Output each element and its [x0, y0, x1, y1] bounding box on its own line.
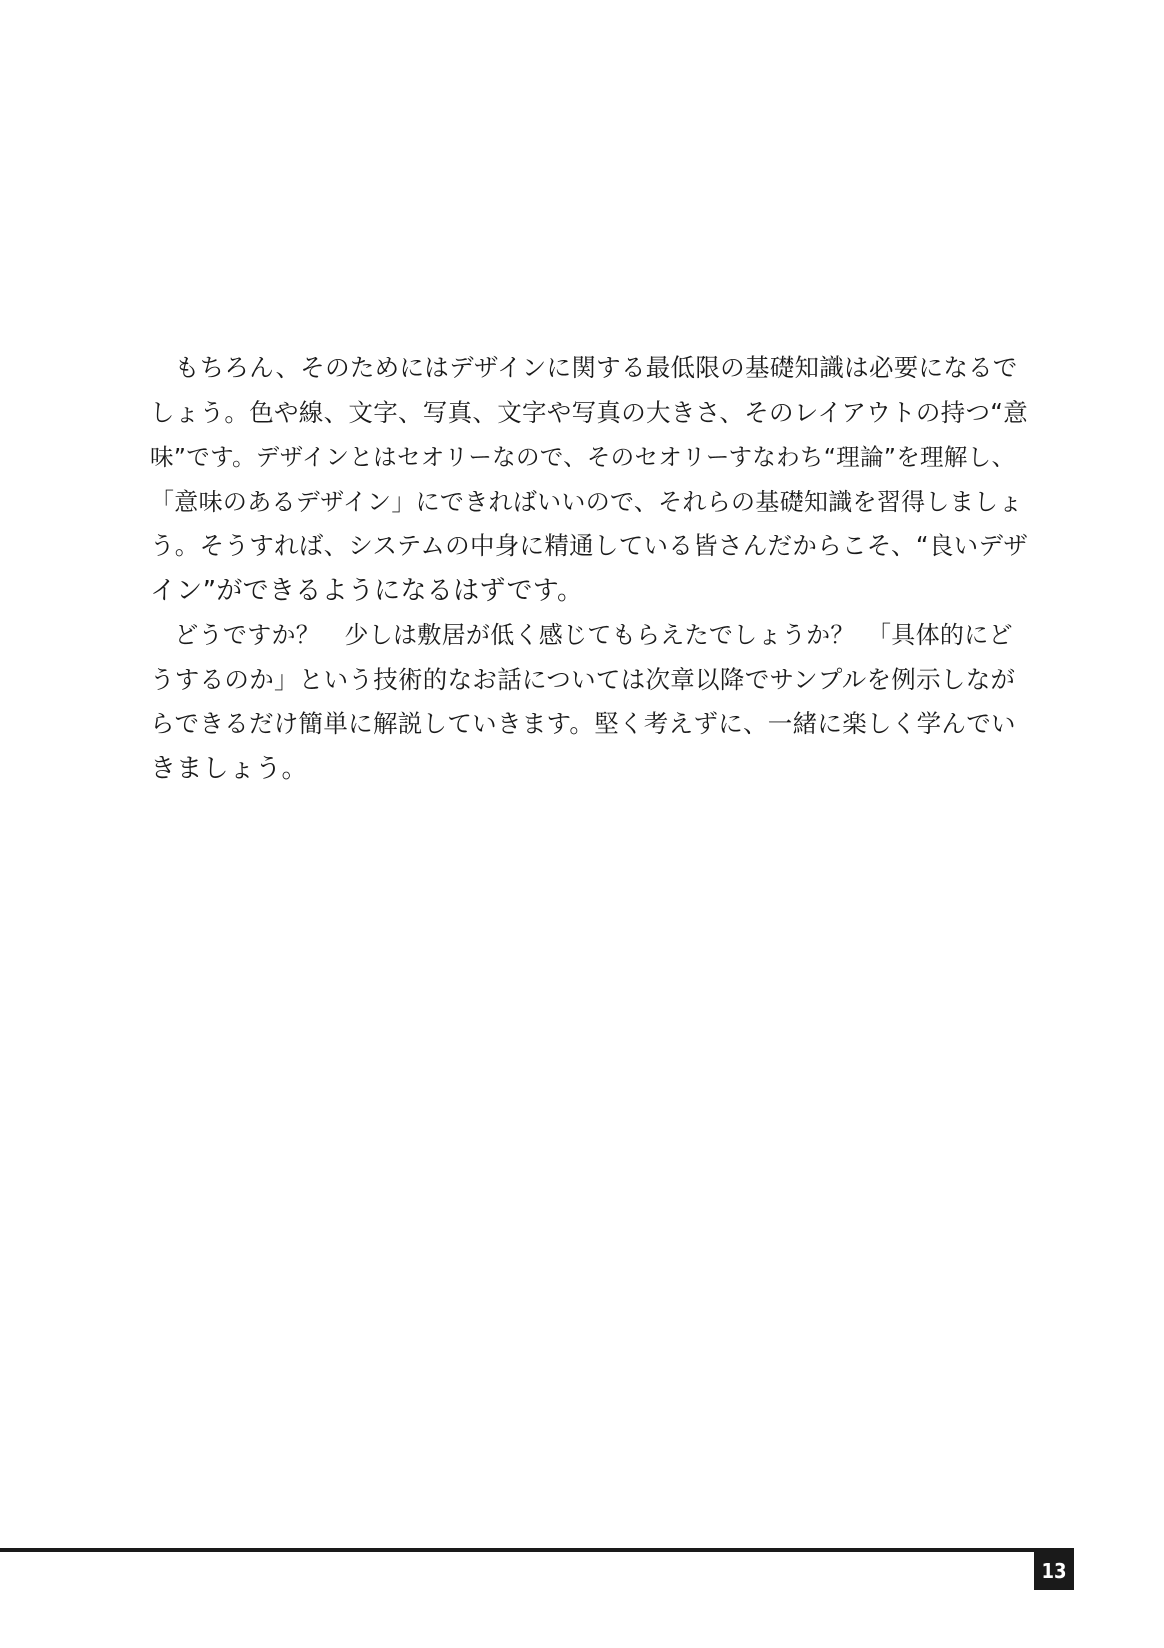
text-line: どうですか？ 少しは敷居が低く感じてもらえたでしょうか？ 「具体的にど: [150, 621, 1013, 649]
body-text: [150, 346, 1030, 791]
text-line: イン”ができるようになるはずです。: [150, 575, 584, 606]
text-line: しょう。色や線、文字、写真、文字や写真の大きさ、そのレイアウトの持つ“意: [150, 397, 1029, 427]
page-number: 13: [1034, 1552, 1074, 1590]
text-line: 「意味のあるデザイン」にできればいいので、それらの基礎知識を習得しましょ: [150, 487, 1023, 516]
text-line: もちろん、そのためにはデザインに関する最低限の基礎知識は必要になるで: [150, 353, 1018, 382]
text-line: うするのか」という技術的なお話については次章以降でサンプルを例示しなが: [150, 664, 1016, 694]
text-line: う。そうすれば、システムの中身に精通している皆さんだからこそ、“良いデザ: [150, 531, 1029, 560]
text-line: 味”です。デザインとはセオリーなので、そのセオリーすなわち“理論”を理解し、: [150, 443, 1016, 471]
footer-rule: [0, 1548, 1074, 1552]
text-line: きましょう。: [150, 753, 308, 784]
text-line: らできるだけ簡単に解説していきます。堅く考えずに、一緒に楽しく学んでい: [150, 709, 1016, 738]
